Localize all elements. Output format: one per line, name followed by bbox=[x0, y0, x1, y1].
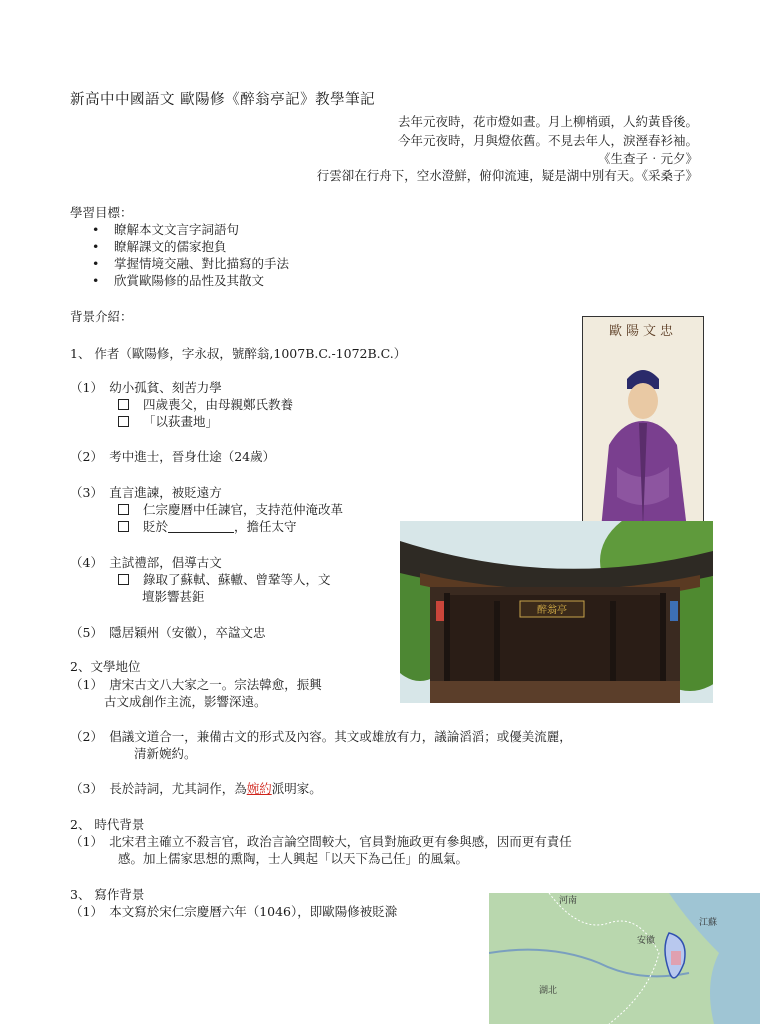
era-point-1: （1） 北宋君主確立不殺言官，政治言論空間較大，官員對施政更有參與感，因而更有責任 bbox=[70, 834, 572, 849]
map-label-hubei: 湖北 bbox=[539, 986, 558, 996]
map-label-jiangsu: 江蘇 bbox=[699, 918, 718, 928]
objective-item: • 掌握情境交融、對比描寫的手法 bbox=[92, 256, 290, 271]
author-sub-point-cont: 壇影響甚鉅 bbox=[142, 589, 205, 604]
literary-point-2: （2） 倡議文道合一，兼備古文的形式及內容。其文或雄放有力，議論滔滔；或優美流麗， bbox=[70, 729, 572, 744]
writing-point-1: （1） 本文寫於宋仁宗慶曆六年（1046），即歐陽修被貶滁 bbox=[70, 904, 398, 919]
author-sub-point: 錄取了蘇軾、蘇轍、曾鞏等人，文 bbox=[118, 570, 331, 588]
literary-point-1-cont: 古文成創作主流，影響深遠。 bbox=[104, 694, 267, 709]
era-heading: 2、 時代背景 bbox=[70, 817, 145, 832]
author-sub-point: 「以荻畫地」 bbox=[118, 412, 218, 430]
author-heading: 1、 作者（歐陽修，字永叔，號醉翁,1007B.C.-1072B.C.） bbox=[70, 346, 407, 361]
pavilion-sign: 醉翁亭 bbox=[537, 605, 567, 616]
poem-line-3: 行雲卻在行舟下，空水澄鮮，俯仰流連，疑是湖中別有天。《采桑子》 bbox=[316, 168, 698, 183]
background-heading: 背景介紹： bbox=[70, 309, 133, 324]
pavilion-photo bbox=[400, 521, 713, 703]
author-point-5: （5） 隱居穎州（安徽），卒諡文忠 bbox=[70, 625, 266, 640]
objective-item: • 瞭解本文文言字詞語句 bbox=[92, 222, 240, 237]
literary-point-2-cont: 清新婉約。 bbox=[134, 746, 197, 761]
author-sub-point: 貶於 ，擔任太守 bbox=[118, 517, 297, 535]
page-title: 新高中中國語文 歐陽修《醉翁亭記》教學筆記 bbox=[70, 92, 376, 108]
objective-item: • 瞭解課文的儒家抱負 bbox=[92, 239, 227, 254]
author-point-4: （4） 主試禮部，倡導古文 bbox=[70, 555, 222, 570]
poem-line-1: 去年元夜時，花市燈如晝。月上柳梢頭，人約黃昏後。 bbox=[397, 114, 698, 129]
author-point-1: （1） 幼小孤貧、刻苦力學 bbox=[70, 380, 222, 395]
map-label-anhui: 安徽 bbox=[637, 936, 656, 946]
map-label-henan: 河南 bbox=[559, 896, 578, 906]
literary-heading: 2、文學地位 bbox=[70, 659, 141, 674]
author-portrait-image bbox=[582, 316, 704, 530]
objective-item: • 欣賞歐陽修的品性及其散文 bbox=[92, 273, 265, 288]
author-point-3: （3） 直言進諫，被貶遠方 bbox=[70, 485, 222, 500]
literary-point-1: （1） 唐宋古文八大家之一。宗法韓愈，振興 bbox=[70, 677, 322, 692]
writing-heading: 3、 寫作背景 bbox=[70, 887, 145, 902]
author-point-2: （2） 考中進士，晉身仕途（24歲） bbox=[70, 449, 276, 464]
map-image bbox=[489, 893, 760, 1024]
author-sub-point: 仁宗慶曆中任諫官，支持范仲淹改革 bbox=[118, 500, 343, 518]
poem-source-1: 《生查子‧元夕》 bbox=[597, 151, 698, 166]
objectives-heading: 學習目標： bbox=[70, 205, 133, 220]
era-point-1-cont: 感。加上儒家思想的熏陶，士人興起「以天下為己任」的風氣。 bbox=[118, 851, 469, 866]
portrait-caption: 歐陽文忠 bbox=[608, 324, 678, 339]
author-sub-point: 四歲喪父，由母親鄭氏教養 bbox=[118, 395, 293, 413]
fill-in-blank bbox=[168, 521, 234, 533]
literary-point-3: （3） 長於詩詞，尤其詞作，為婉約派明家。 bbox=[70, 781, 322, 796]
poem-line-2: 今年元夜時，月與燈依舊。不見去年人，淚溼春衫袖。 bbox=[397, 133, 698, 148]
